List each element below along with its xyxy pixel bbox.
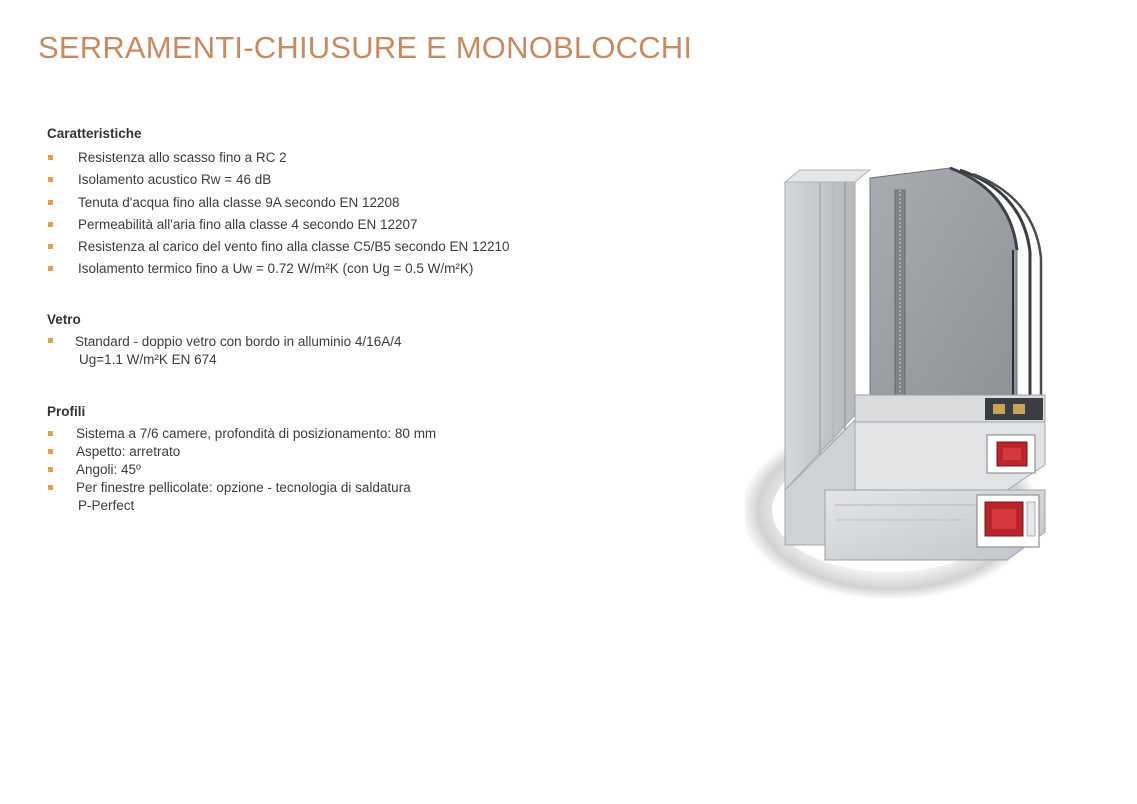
bullet-square-icon (48, 449, 53, 454)
caratteristiche-list (44, 147, 510, 281)
list-item-text-line1: Standard - doppio vetro con bordo in alluminio 4/16A/4 (75, 334, 402, 349)
bullet-square-icon (48, 177, 53, 182)
list-item-text: Resistenza allo scasso fino a RC 2 (78, 150, 287, 165)
bullet-square-icon (48, 266, 53, 271)
list-item (44, 147, 510, 169)
bullet-square-icon (48, 338, 53, 343)
section-heading-vetro: Vetro (47, 312, 81, 327)
list-item (44, 236, 510, 258)
list-item-text: Resistenza al carico del vento fino alla classe C5/B5 secondo EN 12210 (78, 239, 510, 255)
section-profili (44, 404, 436, 515)
list-item-text-line2: Ug=1.1 W/m²K EN 674 (79, 352, 217, 367)
list-item (44, 443, 436, 461)
window-profile-cross-section-image (745, 160, 1050, 612)
list-item (44, 479, 436, 515)
vetro-list (44, 333, 401, 369)
list-item-text: Sistema a 7/6 camere, profondità di posizionamento: 80 mm (76, 426, 437, 441)
page-title: SERRAMENTI-CHIUSURE E MONOBLOCCHI (38, 30, 693, 65)
list-item-text: Isolamento termico fino a Uw = 0.72 W/m²K (con Ug = 0.5 W/m²K) (78, 261, 474, 277)
list-item (44, 169, 510, 191)
list-item-text: Isolamento acustico Rw = 46 dB (78, 172, 272, 188)
bullet-square-icon (48, 155, 53, 160)
list-item (44, 192, 510, 214)
list-item-text-line2: P-Perfect (78, 498, 135, 513)
profili-list (44, 425, 436, 515)
section-heading-profili: Profili (47, 404, 86, 419)
bullet-square-icon (48, 485, 53, 490)
list-item (44, 333, 401, 369)
bullet-square-icon (48, 467, 53, 472)
section-vetro (44, 312, 401, 369)
bullet-square-icon (48, 200, 53, 205)
list-item-text-line1: Per finestre pellicolate: opzione - tecnologia di saldatura (76, 480, 411, 495)
list-item-text: Angoli: 45º (76, 462, 141, 477)
list-item (44, 214, 510, 236)
section-heading-caratteristiche: Caratteristiche (47, 126, 142, 141)
bullet-square-icon (48, 431, 53, 436)
list-item (44, 461, 436, 479)
section-caratteristiche (44, 126, 510, 281)
list-item (44, 258, 510, 280)
bullet-square-icon (48, 222, 53, 227)
bullet-square-icon (48, 244, 53, 249)
list-item-text: Tenuta d'acqua fino alla classe 9A secondo EN 12208 (78, 194, 400, 210)
list-item-text: Aspetto: arretrato (76, 444, 181, 459)
list-item-text: Permeabilità all'aria fino alla classe 4 secondo EN 12207 (78, 216, 418, 232)
list-item (44, 425, 436, 443)
